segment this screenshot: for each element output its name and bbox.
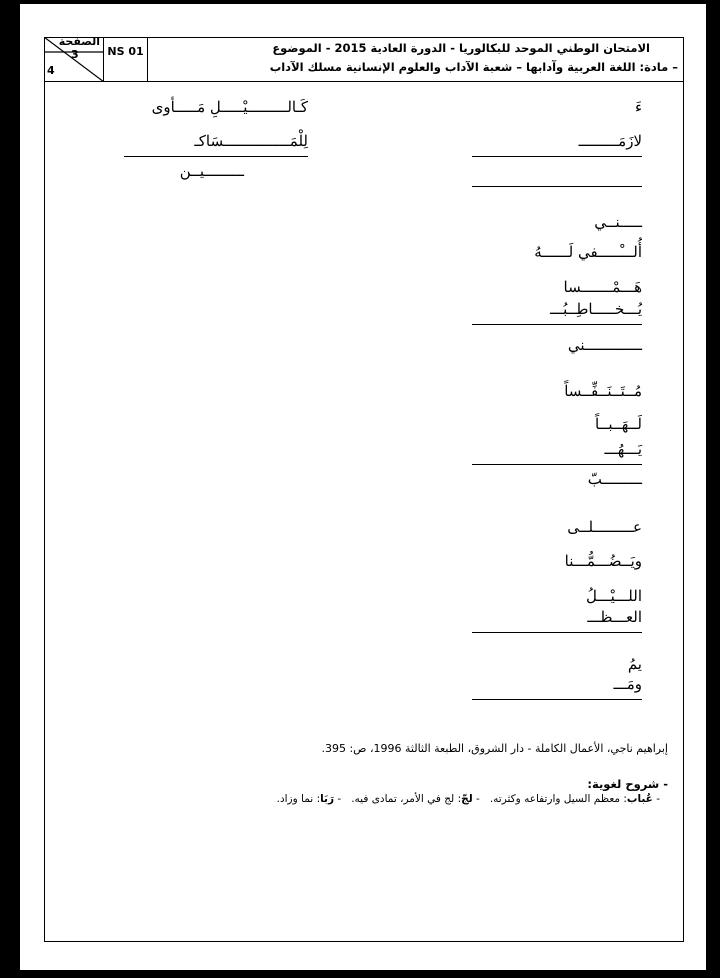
note-definition: : لج في الأمر، تمادى فيه. (351, 793, 462, 805)
note-term: عُباب (626, 793, 653, 805)
verse-right-14 (472, 543, 642, 577)
verse-rule (472, 632, 642, 633)
notes-title: - شروح لغوية: (587, 777, 668, 791)
verse-rule (472, 324, 642, 325)
verse-rule (472, 186, 642, 187)
note-item: - لجّ: لج في الأمر، تمادى فيه. (351, 793, 480, 805)
verse-text: ـــــــــبّ (587, 470, 642, 488)
note-term: رَبَا (320, 793, 335, 805)
note-term: لجّ (461, 793, 473, 805)
verse-right-2 (472, 123, 642, 157)
page-label: الصفحة (58, 37, 100, 48)
header (44, 37, 684, 82)
verse-text: يُـــخـــــاطِــبُـــ (549, 300, 642, 318)
verse-right-7 (472, 291, 642, 325)
exam-page (20, 4, 706, 970)
verse-right-1 (472, 89, 642, 123)
verse-text: ءَ (634, 98, 642, 116)
verse-right-18 (472, 666, 642, 700)
verse-text: ويَــضُـــمُّـــنا (564, 552, 642, 570)
verse-right-13 (472, 509, 642, 543)
verse-text: ومَـــ (613, 675, 642, 693)
verse-rule (472, 699, 642, 700)
verse-left-3 (124, 153, 244, 187)
verse-text: لازَمَـــــــــ (578, 132, 642, 150)
note-definition: : معظم السيل وارتفاعه وكثرته. (489, 793, 627, 805)
verse-text: أُلـــْـــــفي لَــــــهُ (534, 243, 642, 261)
verse-text: ـــــنــي (594, 213, 642, 231)
verse-text: العـــظـــ (587, 608, 642, 626)
header-title (154, 39, 678, 77)
verse-right-12 (472, 461, 642, 495)
poem (44, 89, 684, 729)
verse-text: لِلْمَـــــــــــــــسَاكـ (194, 132, 308, 150)
page-total: 4 (47, 64, 55, 77)
page-number-box (44, 37, 104, 82)
verse-left-2 (124, 123, 308, 157)
verse-text: لَــهَــبــاً (595, 415, 642, 433)
header-line-2: – مادة: اللغة العربية وآدابها – شعبة الآداب والعلوم الإنسانية مسلك الآداب (269, 60, 678, 74)
exam-code: NS 01 (104, 37, 148, 82)
verse-text: ـــــــــيــن (179, 162, 244, 180)
verse-right-8 (472, 327, 642, 361)
verse-text: ـــــــــــــني (567, 336, 642, 354)
verse-text: عـــــــــلــى (567, 518, 642, 536)
verse-text: مُــتَــنَــفِّــساً (564, 382, 642, 400)
note-definition: : نما وزاد. (276, 793, 321, 805)
verse-text: كَـالـــــــــيْـــــلِ مَـــــأوى (151, 98, 308, 116)
verse-right-5 (472, 234, 642, 268)
verse-text: هَـــمْـــــــسا (563, 278, 642, 296)
verse-right-4 (472, 204, 642, 238)
note-item: - عُباب: معظم السيل وارتفاعه وكثرته. (489, 793, 660, 805)
verse-right-11 (472, 431, 642, 465)
note-item: - رَبَا: نما وزاد. (276, 793, 342, 805)
header-line-1: الامتحان الوطني الموحد للبكالوريا - الدورة العادية 2015 - الموضوع (272, 41, 650, 55)
verse-text: يمُ (627, 655, 642, 673)
verse-text: اللـــيْـــلُ (586, 587, 642, 605)
verse-right-3 (472, 153, 642, 187)
notes-body (277, 793, 660, 805)
verse-right-9 (472, 373, 642, 407)
source-citation: إبراهيم ناجي، الأعمال الكاملة - دار الشروق، الطبعة الثالثة 1996، ص: 395. (321, 742, 668, 755)
page-current: 3 (71, 48, 79, 61)
verse-left-1 (124, 89, 308, 123)
verse-text: يَـــهُـــ (604, 440, 642, 458)
verse-right-16 (472, 599, 642, 633)
